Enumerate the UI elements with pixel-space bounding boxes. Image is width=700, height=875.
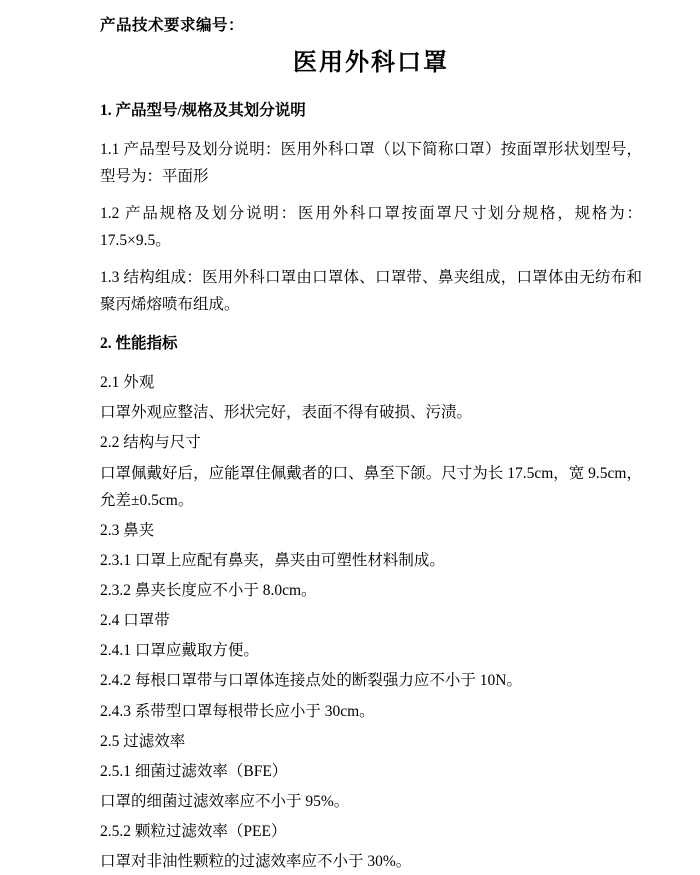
paragraph-2-5-1-body: 口罩的细菌过滤效率应不小于 95%。 xyxy=(100,792,350,810)
section-heading-2: 2. 性能指标 xyxy=(100,335,178,353)
section-heading-1: 1. 产品型号/规格及其划分说明 xyxy=(100,101,306,119)
paragraph-2-4-1: 2.4.1 口罩应戴取方便。 xyxy=(100,642,259,660)
paragraph-2-4-3: 2.4.3 系带型口罩每根带长应小于 30cm。 xyxy=(100,702,375,720)
paragraph-2-2-heading: 2.2 结构与尺寸 xyxy=(100,434,201,452)
paragraph-2-3-2: 2.3.2 鼻夹长度应不小于 8.0cm。 xyxy=(100,582,317,600)
paragraph-2-5-heading: 2.5 过滤效率 xyxy=(100,732,186,750)
paragraph-2-5-1-heading: 2.5.1 细菌过滤效率（BFE） xyxy=(100,762,288,780)
paragraph-1-2: 1.2 产品规格及划分说明：医用外科口罩按面罩尺寸划分规格，规格为：17.5×9.5。 xyxy=(100,204,642,250)
paragraph-2-5-2-heading: 2.5.2 颗粒过滤效率（PEE） xyxy=(100,823,287,841)
paragraph-2-1-body: 口罩外观应整洁、形状完好，表面不得有破损、污渍。 xyxy=(100,404,473,422)
paragraph-2-3-heading: 2.3 鼻夹 xyxy=(100,521,155,539)
paragraph-2-4-heading: 2.4 口罩带 xyxy=(100,612,170,630)
document-title: 医用外科口罩 xyxy=(293,50,449,77)
product-technical-code-label: 产品技术要求编号： xyxy=(100,17,245,34)
paragraph-1-3: 1.3 结构组成：医用外科口罩由口罩体、口罩带、鼻夹组成，口罩体由无纺布和聚丙烯熔喷布组成。 xyxy=(100,269,642,314)
paragraph-1-1: 1.1 产品型号及划分说明：医用外科口罩（以下简称口罩）按面罩形状划型号，型号为：平面形 xyxy=(100,140,642,185)
paragraph-2-4-2: 2.4.2 每根口罩带与口罩体连接点处的断裂强力应不小于 10N。 xyxy=(100,672,522,690)
paragraph-2-2-body: 口罩佩戴好后，应能罩住佩戴者的口、鼻至下颌。尺寸为长 17.5cm，宽 9.5cm，允差±0.5cm。 xyxy=(100,464,642,509)
paragraph-2-1-heading: 2.1 外观 xyxy=(100,374,155,392)
paragraph-2-3-1: 2.3.1 口罩上应配有鼻夹，鼻夹由可塑性材料制成。 xyxy=(100,551,445,569)
paragraph-2-5-2-body: 口罩对非油性颗粒的过滤效率应不小于 30%。 xyxy=(100,853,412,871)
